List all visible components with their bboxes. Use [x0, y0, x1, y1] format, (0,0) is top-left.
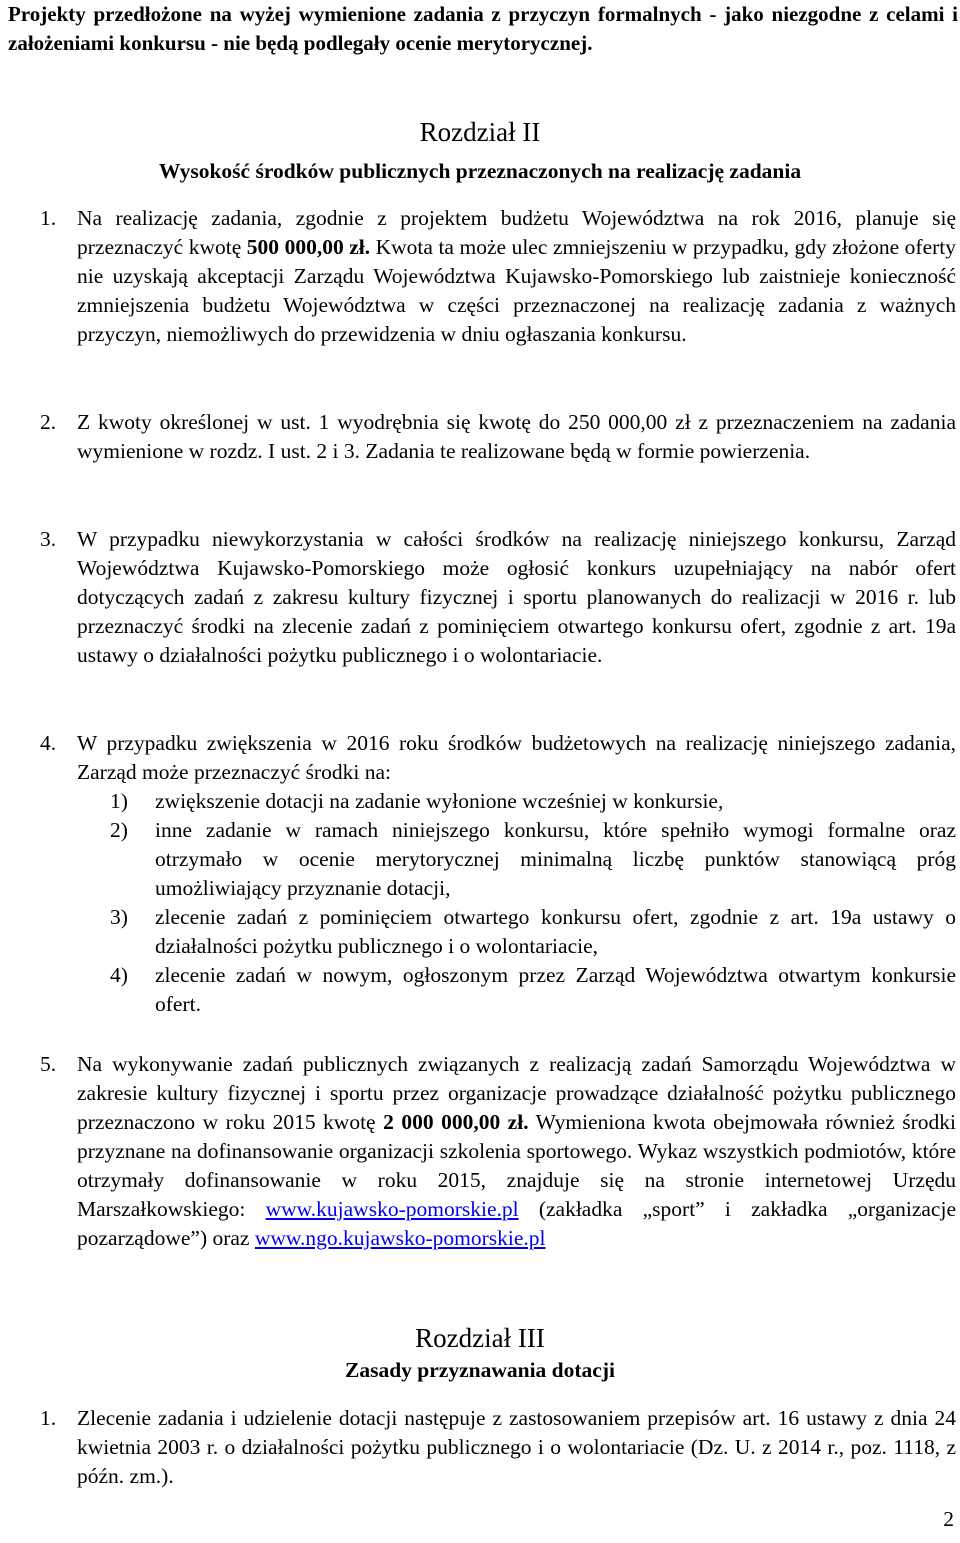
- list-item: [110, 816, 956, 903]
- paragraph-4: [40, 729, 956, 787]
- chapter-number: Rozdział III: [415, 1323, 545, 1353]
- paragraph-number: 1.: [40, 206, 57, 230]
- paragraph-text: W przypadku zwiększenia w 2016 roku środków budżetowych na realizację niniejszego zadania, Zarząd może przeznaczyć środki na:: [77, 731, 956, 784]
- list-item-number: 3): [110, 905, 128, 929]
- chapter-2-title: Wysokość środków publicznych przeznaczonych na realizację zadania: [158, 159, 802, 183]
- list-item: [110, 787, 956, 816]
- amount: 500 000,00 zł.: [246, 235, 371, 259]
- list-item-number: 1): [110, 789, 128, 813]
- list-item-number: 4): [110, 963, 128, 987]
- paragraph-1: [40, 204, 956, 349]
- list-item-text: zwiększenie dotacji na zadanie wyłonione wcześniej w konkursie,: [155, 789, 724, 813]
- paragraph-number: 5.: [40, 1052, 57, 1076]
- chapter-3-heading: [0, 1324, 960, 1353]
- paragraph-6: [40, 1404, 956, 1491]
- list-item-text: inne zadanie w ramach niniejszego konkursu, które spełniło wymogi formalne oraz otrzymało w ocenie merytorycznej minimalną liczbę punktów stanowiącą próg umożliwiający przyznanie dotacji,: [155, 818, 956, 900]
- chapter-3-title: Zasady przyznawania dotacji: [345, 1358, 615, 1382]
- list-item-text: zlecenie zadań z pominięciem otwartego konkursu ofert, zgodnie z art. 19a ustawy o działalności pożytku publicznego i o wolontariacie,: [155, 905, 956, 958]
- list-item-text: zlecenie zadań w nowym, ogłoszonym przez Zarząd Województwa otwartym konkursie ofert.: [155, 963, 956, 1016]
- intro-paragraph: Projekty przedłożone na wyżej wymienione zadania z przyczyn formalnych - jako niezgodne z celami i założeniami konkursu - nie będą podlegały ocenie merytorycznej.: [8, 2, 958, 55]
- chapter-2-heading: [0, 118, 960, 147]
- amount: 2 000 000,00 zł.: [383, 1110, 529, 1134]
- paragraph-text: Na realizację zadania, zgodnie z projektem budżetu Województwa na rok 2016, planuje się przeznaczyć kwotę 500 000,00 zł. Kwota ta może ulec zmniejszeniu w przypadku, gdy złożone oferty nie uzyskają akceptacji Zarządu Województwa Kujawsko-Pomorskiego lub zaistnieje konieczność zmniejszenia budżetu Województwa w części przeznaczonej na realizację zadania z ważnych przyczyn, niemożliwych do przewidzenia w dniu ogłaszania konkursu.: [77, 206, 956, 346]
- paragraph-5: [40, 1050, 956, 1253]
- paragraph-text: Na wykonywanie zadań publicznych związanych z realizacją zadań Samorządu Województwa w zakresie kultury fizycznej i sportu przez organizacje prowadzące działalność pożytku publicznego przeznaczono w roku 2015 kwotę 2 000 000,00 zł. Wymieniona kwota obejmowała również środki przyznane na dofinansowanie organizacji szkolenia sportowego. Wykaz wszystkich podmiotów, które otrzymały dofinansowanie w roku 2015, znajduje się na stronie internetowej Urzędu Marszałkowskiego: www.kujawsko-pomorskie.pl (zakładka „sport” i zakładka „organizacje pozarządowe”) oraz www.ngo.kujawsko-pomorskie.pl: [77, 1052, 956, 1250]
- ngo-website-link[interactable]: www.ngo.kujawsko-pomorskie.pl: [254, 1226, 546, 1250]
- paragraph-2: [40, 408, 956, 466]
- chapter-number: Rozdział II: [419, 117, 541, 147]
- paragraph-number: 4.: [40, 731, 57, 755]
- paragraph-3: [40, 525, 956, 670]
- list-item: [110, 903, 956, 961]
- list-item-number: 2): [110, 818, 128, 842]
- website-link[interactable]: www.kujawsko-pomorskie.pl: [265, 1197, 519, 1221]
- paragraph-text: Zlecenie zadania i udzielenie dotacji następuje z zastosowaniem przepisów art. 16 ustawy z dnia 24 kwietnia 2003 r. o działalności pożytku publicznego i o wolontariacie (Dz. U. z 2014 r., poz. 1118, z późn. zm.).: [77, 1406, 956, 1488]
- page-number: 2: [943, 1507, 954, 1531]
- paragraph-number: 1.: [40, 1406, 57, 1430]
- paragraph-text: W przypadku niewykorzystania w całości środków na realizację niniejszego konkursu, Zarząd Województwa Kujawsko-Pomorskiego może ogłosić konkurs uzupełniający na nabór ofert dotyczących zadań z zakresu kultury fizycznej i sportu planowanych do realizacji w 2016 r. lub przeznaczyć środki na zlecenie zadań z pominięciem otwartego konkursu ofert, zgodnie z art. 19a ustawy o działalności pożytku publicznego i o wolontariacie.: [77, 527, 956, 667]
- list-item: [110, 961, 956, 1019]
- paragraph-number: 3.: [40, 527, 57, 551]
- paragraph-number: 2.: [40, 410, 57, 434]
- paragraph-text: Z kwoty określonej w ust. 1 wyodrębnia się kwotę do 250 000,00 zł z przeznaczeniem na zadania wymienione w rozdz. I ust. 2 i 3. Zadania te realizowane będą w formie powierzenia.: [77, 410, 956, 463]
